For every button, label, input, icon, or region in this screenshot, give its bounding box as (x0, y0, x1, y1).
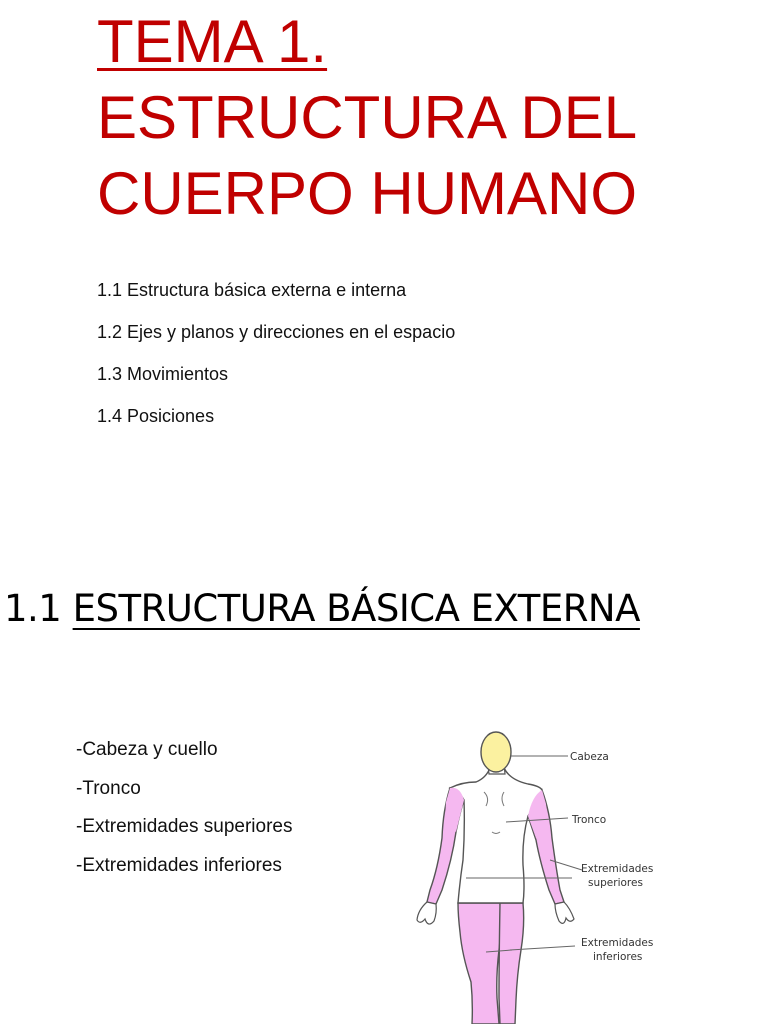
left-hand-shape (417, 902, 436, 924)
title-line-3: CUERPO HUMANO (97, 160, 638, 227)
label-trunk: Tronco (572, 814, 607, 826)
title-line-2: ESTRUCTURA DEL (97, 84, 638, 151)
label-lower-line-1: Extremidades (581, 937, 654, 949)
body-diagram (400, 720, 700, 1024)
head-shape (481, 732, 511, 772)
label-lower-line-2: inferiores (593, 951, 643, 963)
list-item: -Extremidades inferiores (76, 854, 282, 876)
table-of-contents (97, 277, 455, 445)
label-upper-line-1: Extremidades (581, 863, 654, 875)
toc-item: 1.3 Movimientos (97, 364, 229, 384)
toc-item: 1.1 Estructura básica externa e interna (97, 280, 407, 300)
body-parts-list (76, 737, 292, 891)
list-item: -Tronco (76, 777, 141, 799)
left-leg-shape (458, 903, 501, 1024)
toc-item: 1.4 Posiciones (97, 406, 215, 426)
torso-shape (450, 768, 542, 903)
title-line-1: TEMA 1. (97, 8, 328, 75)
section-number: 1.1 (4, 587, 62, 630)
label-upper-line-2: superiores (588, 877, 643, 889)
section-title: ESTRUCTURA BÁSICA EXTERNA (72, 587, 640, 630)
right-hand-shape (555, 902, 574, 923)
label-head: Cabeza (570, 751, 609, 763)
list-item: -Cabeza y cuello (76, 739, 218, 760)
toc-item: 1.2 Ejes y planos y direcciones en el espacio (97, 322, 456, 342)
right-leg-shape (499, 903, 524, 1024)
section-heading (4, 583, 640, 635)
list-item: -Extremidades superiores (76, 816, 293, 837)
body-diagram-svg (400, 720, 700, 1024)
slide-title (97, 4, 637, 232)
